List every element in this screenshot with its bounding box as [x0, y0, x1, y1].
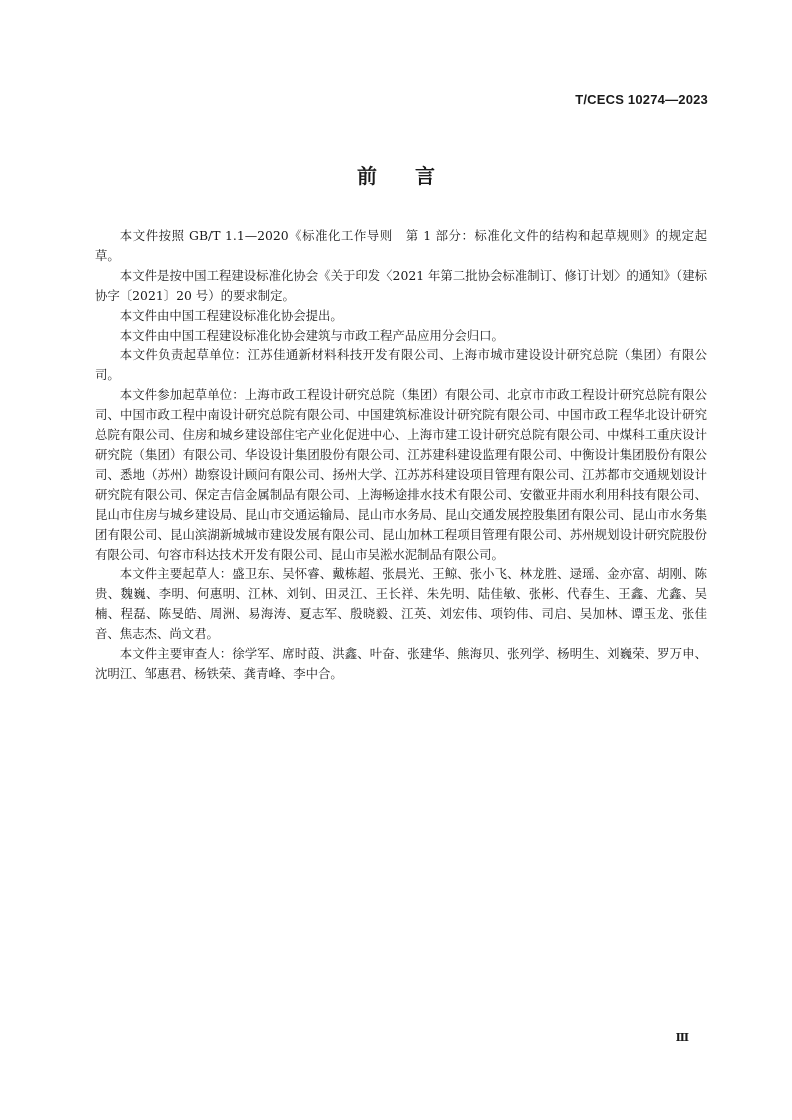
page-number: Ⅲ — [675, 1031, 689, 1044]
paragraph-drafting-rules: 本文件按照 GB/T 1.1—2020《标准化工作导则 第 1 部分：标准化文件的结构和起草规则》的规定起草。 — [95, 228, 707, 263]
paragraph-main-drafters: 本文件主要起草人：盛卫东、吴怀睿、戴栋超、张晨光、王鲸、张小飞、林龙胜、逯瑶、金亦富、胡刚、陈贵、魏巍、李明、何惠明、江林、刘钊、田灵江、王长祥、朱先明、陆佳敏、张彬、代春生、王鑫、尤鑫、吴楠、程磊、陈旻皓、周洲、易海涛、夏志军、殷晓毅、江英、刘宏伟、项钧伟、司启、吴加林、谭玉龙、张佳音、焦志杰、尚文君。 — [95, 566, 707, 642]
paragraph-lead-drafting-units: 本文件负责起草单位：江苏佳通新材料科技开发有限公司、上海市城市建设设计研究总院（集团）有限公司。 — [95, 347, 707, 383]
foreword-body — [95, 226, 707, 684]
paragraph-main-reviewers: 本文件主要审查人：徐学军、席时葭、洪鑫、叶奋、张建华、熊海贝、张列学、杨明生、刘巍荣、罗万申、沈明江、邹惠君、杨铁荣、龚青峰、李中合。 — [95, 646, 707, 681]
paragraph-administrator: 本文件由中国工程建设标准化协会建筑与市政工程产品应用分会归口。 — [119, 327, 504, 343]
page-title: 前言 — [357, 164, 473, 188]
paragraph-plan-notice: 本文件是按中国工程建设标准化协会《关于印发〈2021 年第二批协会标准制订、修订计划〉的通知》（建标协字〔2021〕20 号）的要求制定。 — [95, 267, 707, 303]
document-code: T/CECS 10274—2023 — [575, 92, 708, 107]
paragraph-participating-units: 本文件参加起草单位：上海市政工程设计研究总院（集团）有限公司、北京市市政工程设计研究总院有限公司、中国市政工程中南设计研究总院有限公司、中国建筑标准设计研究院有限公司、中国市政工程华北设计研究总院有限公司、住房和城乡建设部住宅产业化促进中心、上海市建工设计研究总院有限公司、中煤科工重庆设计研究院（集团）有限公司、华设设计集团股份有限公司、江苏建科建设监理有限公司、中衡设计集团股份有限公司、悉地（苏州）勘察设计顾问有限公司、扬州大学、江苏苏科建设项目管理有限公司、江苏都市交通规划设计研究院有限公司、保定吉信金属制品有限公司、上海畅途排水技术有限公司、安徽亚井雨水利用科技有限公司、昆山市住房与城乡建设局、昆山市交通运输局、昆山市水务局、昆山交通发展控股集团有限公司、昆山市水务集团有限公司、昆山滨湖新城城市建设发展有限公司、昆山加林工程项目管理有限公司、苏州规划设计研究院股份有限公司、句容市科达技术开发有限公司、昆山市吴淞水泥制品有限公司。 — [95, 387, 707, 562]
paragraph-proposer: 本文件由中国工程建设标准化协会提出。 — [119, 307, 343, 323]
